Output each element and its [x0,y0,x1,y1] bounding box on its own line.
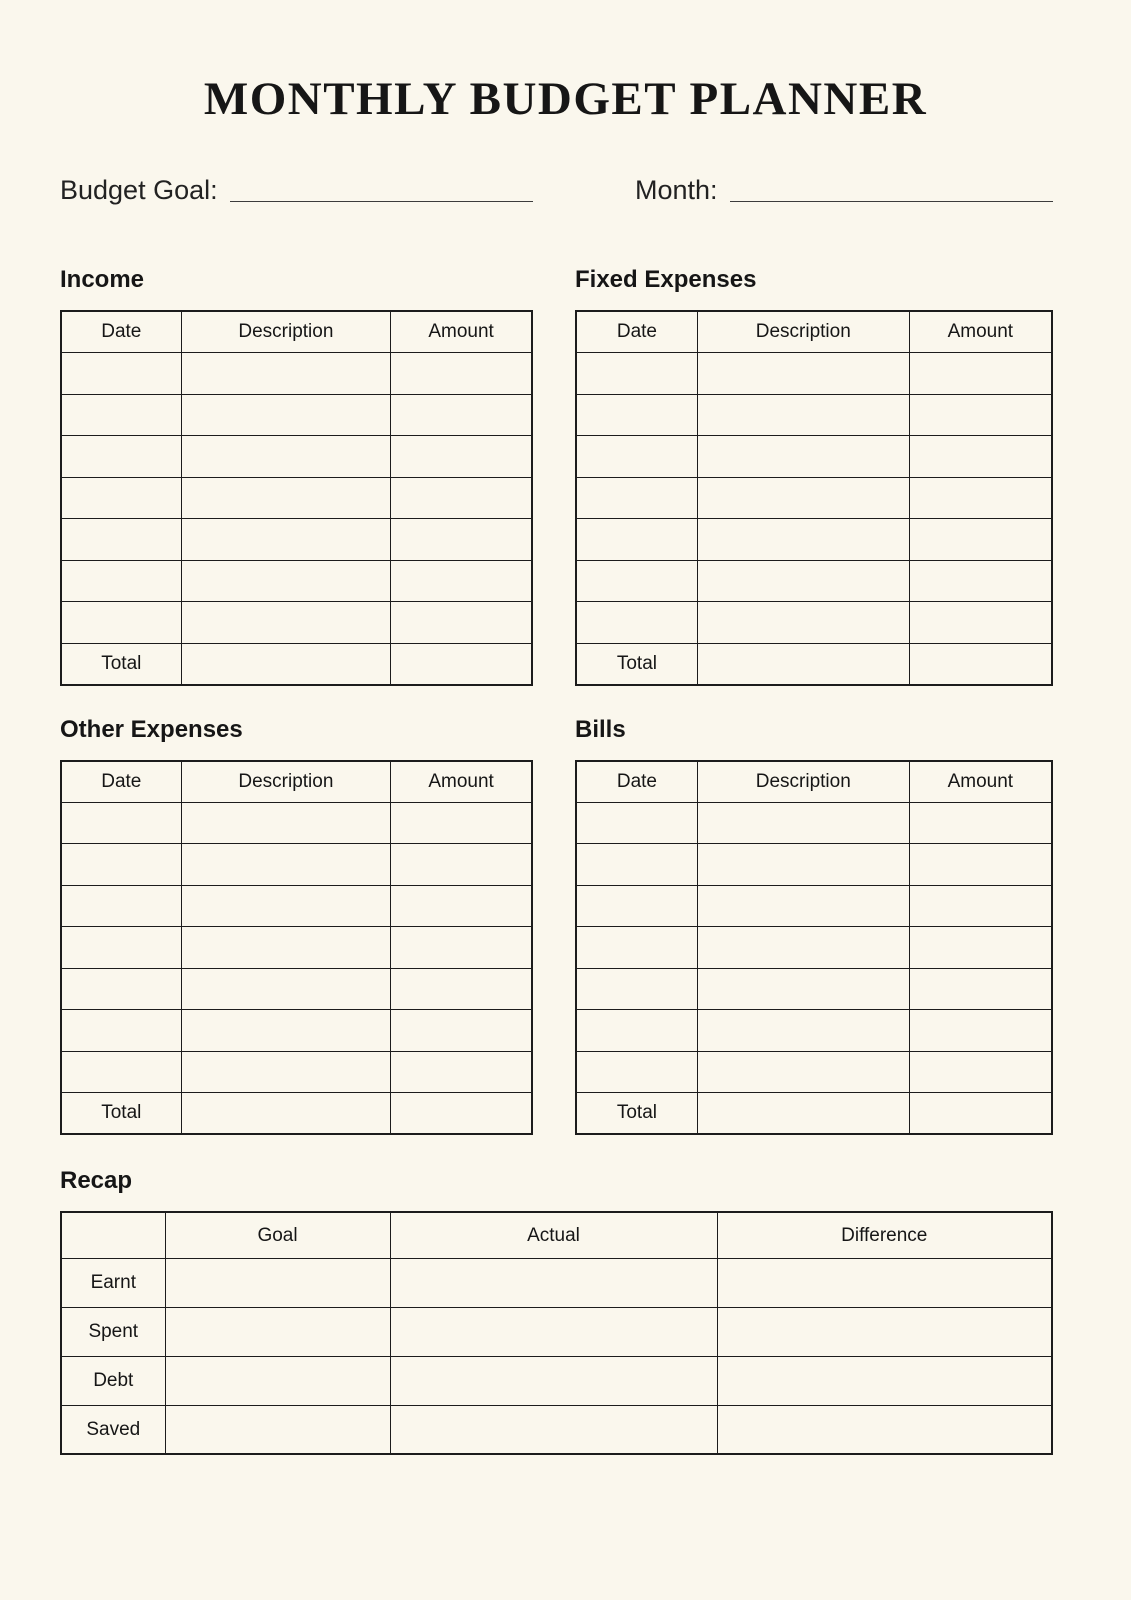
table-row [576,927,1052,969]
column-header-amount: Amount [391,311,532,353]
column-header-date: Date [61,311,181,353]
bills-section-title: Bills [575,715,626,743]
table-cell [390,1356,717,1405]
total-row [61,1093,532,1135]
table-cell [165,1307,390,1356]
table-cell [181,1093,391,1135]
table-cell [909,353,1052,395]
table-cell [697,1010,909,1052]
table-cell [697,844,909,886]
fixed-expenses-section-title: Fixed Expenses [575,266,757,294]
table-row [61,560,532,602]
page-title: MONTHLY BUDGET PLANNER [203,73,928,125]
table-cell [717,1405,1052,1454]
table-cell [909,477,1052,519]
table-cell [391,844,532,886]
table-cell [391,602,532,644]
total-label: Total [61,643,181,685]
column-header-description: Description [181,761,391,803]
total-row [61,643,532,685]
table-cell [697,643,909,685]
table-row [61,436,532,478]
column-header-difference: Difference [717,1212,1052,1258]
table-cell [697,519,909,561]
table-row [576,602,1052,644]
table-cell [181,477,391,519]
column-header-date: Date [576,761,697,803]
table-cell [576,885,697,927]
table-cell [391,643,532,685]
table-cell [717,1307,1052,1356]
table-row [576,885,1052,927]
table-cell [181,394,391,436]
table-cell [909,643,1052,685]
table-row [576,1010,1052,1052]
table-cell [576,602,697,644]
total-row [576,1093,1052,1135]
table-cell [181,1010,391,1052]
total-label: Total [576,1093,697,1135]
table-cell [165,1258,390,1307]
recap-row-label-saved: Saved [61,1405,165,1454]
table-row [576,844,1052,886]
table-cell [717,1356,1052,1405]
table-cell [909,560,1052,602]
table-cell [61,394,181,436]
table-cell [697,394,909,436]
fixed-expenses-section [575,266,1053,686]
table-cell [909,394,1052,436]
total-row [576,643,1052,685]
table-cell [576,477,697,519]
bills-section [575,716,1053,1136]
total-label: Total [576,643,697,685]
table-cell [576,519,697,561]
column-header-description: Description [181,311,391,353]
table-row [576,353,1052,395]
table-row [61,1356,1052,1405]
recap-corner-cell [61,1212,165,1258]
bills-table [575,760,1053,1136]
table-cell [717,1258,1052,1307]
table-header-row [576,311,1052,353]
table-row [61,602,532,644]
month-label: Month: [635,175,718,205]
table-cell [391,927,532,969]
table-row [61,1307,1052,1356]
table-row [576,477,1052,519]
other-expenses-table [60,760,533,1136]
column-header-goal: Goal [165,1212,390,1258]
table-cell [181,602,391,644]
table-cell [391,968,532,1010]
table-cell [576,560,697,602]
table-header-row [61,761,532,803]
table-row [61,519,532,561]
recap-section [0,1167,1131,1455]
column-header-date: Date [61,761,181,803]
recap-row-label-spent: Spent [61,1307,165,1356]
recap-row-label-earnt: Earnt [61,1258,165,1307]
table-row [61,1010,532,1052]
table-cell [181,968,391,1010]
table-header-row [61,1212,1052,1258]
table-cell [181,844,391,886]
column-header-actual: Actual [390,1212,717,1258]
table-cell [165,1405,390,1454]
table-cell [181,927,391,969]
table-cell [576,394,697,436]
total-label: Total [61,1093,181,1135]
table-row [576,394,1052,436]
table-row [61,477,532,519]
table-cell [697,436,909,478]
month-field [575,174,1053,206]
table-cell [391,1093,532,1135]
month-blank-line [730,201,1053,202]
column-header-description: Description [697,311,909,353]
table-row [61,1258,1052,1307]
table-row [61,802,532,844]
income-section [60,266,533,686]
table-cell [61,477,181,519]
other-expenses-section-title: Other Expenses [60,715,243,743]
table-cell [391,519,532,561]
table-cell [576,1051,697,1093]
table-cell [390,1258,717,1307]
table-cell [390,1307,717,1356]
table-row [61,844,532,886]
recap-row-label-debt: Debt [61,1356,165,1405]
recap-section-title: Recap [60,1167,133,1195]
tables-grid [0,266,1131,1135]
table-cell [61,1051,181,1093]
table-row [61,353,532,395]
table-row [61,968,532,1010]
table-cell [909,1051,1052,1093]
table-cell [391,353,532,395]
table-cell [165,1356,390,1405]
table-cell [391,477,532,519]
table-cell [181,436,391,478]
table-cell [391,436,532,478]
table-cell [576,927,697,969]
table-cell [61,968,181,1010]
table-cell [909,436,1052,478]
table-cell [909,927,1052,969]
table-header-row [576,761,1052,803]
header-fields-row [0,174,1131,206]
column-header-amount: Amount [909,311,1052,353]
table-cell [391,1010,532,1052]
table-cell [697,477,909,519]
column-header-description: Description [697,761,909,803]
table-cell [576,968,697,1010]
recap-table [60,1211,1053,1455]
fixed-expenses-table [575,310,1053,686]
table-cell [909,602,1052,644]
table-cell [697,927,909,969]
table-header-row [61,311,532,353]
table-cell [697,968,909,1010]
table-row [61,885,532,927]
income-table [60,310,533,686]
table-cell [390,1405,717,1454]
table-cell [391,394,532,436]
table-cell [697,1051,909,1093]
table-cell [909,519,1052,561]
table-cell [909,1093,1052,1135]
table-cell [61,519,181,561]
table-cell [391,885,532,927]
table-cell [697,802,909,844]
table-row [61,927,532,969]
table-cell [576,353,697,395]
table-cell [181,885,391,927]
table-cell [61,353,181,395]
table-cell [576,436,697,478]
table-row [61,394,532,436]
table-cell [909,1010,1052,1052]
table-cell [181,519,391,561]
table-cell [181,353,391,395]
table-cell [697,560,909,602]
other-expenses-section [60,716,533,1136]
column-header-amount: Amount [391,761,532,803]
table-cell [61,436,181,478]
table-cell [391,1051,532,1093]
table-row [576,436,1052,478]
table-cell [61,560,181,602]
table-cell [697,353,909,395]
table-row [576,519,1052,561]
budget-goal-field [60,174,533,206]
table-cell [61,602,181,644]
table-row [61,1405,1052,1454]
table-row [576,560,1052,602]
column-header-date: Date [576,311,697,353]
table-cell [909,885,1052,927]
table-cell [391,560,532,602]
table-cell [576,1010,697,1052]
table-cell [61,802,181,844]
table-cell [181,643,391,685]
table-cell [697,885,909,927]
table-cell [391,802,532,844]
table-cell [697,602,909,644]
table-cell [576,844,697,886]
table-row [576,1051,1052,1093]
table-cell [697,1093,909,1135]
table-cell [909,802,1052,844]
income-section-title: Income [60,266,145,294]
budget-goal-label: Budget Goal: [60,175,218,205]
table-row [576,968,1052,1010]
table-cell [181,560,391,602]
table-cell [909,844,1052,886]
table-cell [181,1051,391,1093]
budget-goal-blank-line [230,201,533,202]
table-cell [61,885,181,927]
table-cell [909,968,1052,1010]
table-cell [576,802,697,844]
table-cell [61,927,181,969]
table-row [576,802,1052,844]
table-cell [181,802,391,844]
column-header-amount: Amount [909,761,1052,803]
table-row [61,1051,532,1093]
table-cell [61,844,181,886]
table-cell [61,1010,181,1052]
